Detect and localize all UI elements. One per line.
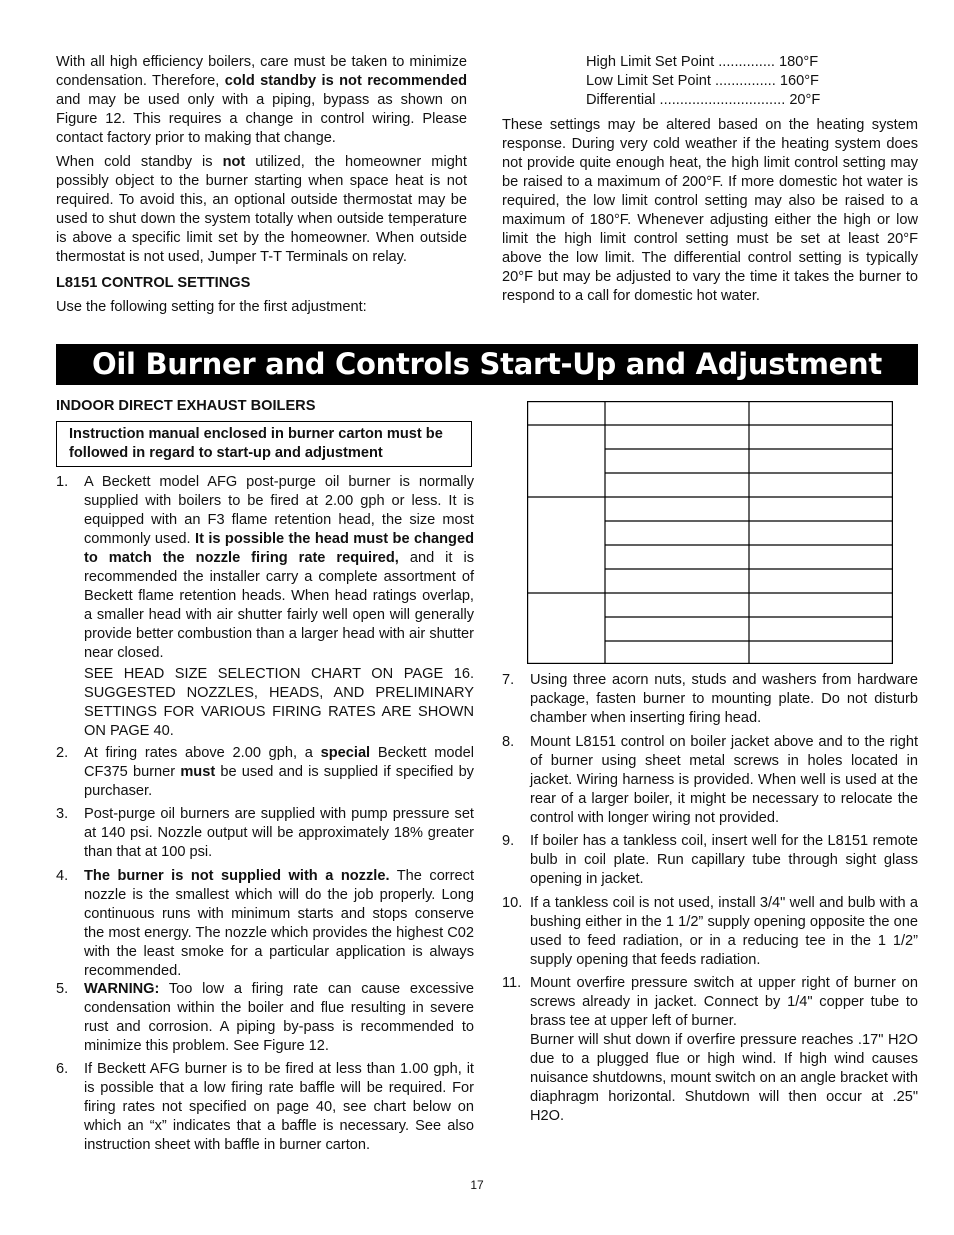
text-run: If Beckett AFG burner is to be fired at less than 1.00 gph, it is possible that a low firing rate baffle will be required. For firing rates not specified on page 40, see chart below on which an “x” indicates that a baffle is necessary. See also instruction sheet with baffle in burner carton. [84,1061,474,1153]
text-run: With all high efficiency boilers, care must be taken to minimize condensation. Therefore, [56,54,467,89]
setting-high-limit [586,53,836,72]
bold-run: It is possible the head must be changed to match the nozzle firing rate required, [84,531,474,566]
text-run: Beckett model CF375 burner [84,745,474,780]
setting-value: 160°F [779,73,819,89]
leader-dots: ............... [710,73,780,89]
top-left-column [56,53,467,317]
bold-run: WARNING: [84,981,160,997]
step-number: 10. [502,895,523,911]
step-number: 7. [502,672,515,688]
first-adjustment-text: Use the following setting for the first adjustment: [56,299,367,315]
baffle-chart-table [527,401,893,664]
text-run: Too low a firing rate can cause excessive condensation within the boiler and flue resulting in severe rust and corrosion. A piping by-pass is recommended to minimize this problem. See Figure 12. [84,981,474,1054]
text-run: and it is recommended the installer carry a complete assortment of Beckett flame retention heads. When head ratings overlap, a smaller head with air shutter fairly well open will generally provide better combustion than a larger head with air shutter near closed. [84,550,475,661]
table-border [528,402,893,664]
bold-run: special [320,745,371,761]
step-text [84,867,474,981]
step-text [84,473,474,741]
text-run: When cold standby is [56,154,223,170]
outside-thermostat-paragraph [56,153,467,267]
text-run: be used and is supplied if specified by purchaser. [84,764,474,799]
l8151-heading: L8151 CONTROL SETTINGS [56,275,251,291]
step-number: 4. [56,868,69,884]
page-number: 17 [470,1178,484,1192]
text-run: Using three acorn nuts, studs and washers from hardware package, fasten burner to mounting plate. Do not disturb chamber when inserting firing head. [530,672,918,726]
bold-run: cold standby is not recommended [224,73,467,89]
bold-run: not [222,154,246,170]
text-run: Post-purge oil burners are supplied with pump pressure set at 140 psi. Nozzle output will be approximately 18% greater than that at 100 psi. [84,806,474,860]
cold-standby-paragraph [56,53,467,148]
text-run: The correct nozzle is the smallest which will do the job properly. Long continuous runs with minimum starts and stops conserve the most energy. The nozzle which provides the highest C02 with the least smoke for a particular application is always recommended. [84,868,474,979]
step-text [84,980,474,1056]
overfire-shutdown-note: Burner will shut down if overfire pressure reaches .17" H2O due to a plugged flue or high wind. If high wind causes nuisance shutdowns, mount switch on an angle bracket with diaphragm horizontal. Shutdown will then occur at .25" H2O. [530,1032,918,1124]
step-text [84,805,474,862]
text-run: If boiler has a tankless coil, insert well for the L8151 remote bulb in coil plate. Run capillary tube through sight glass opening in jacket. [530,833,918,887]
setting-label: Differential [586,92,656,108]
text-run: and may be used only with a piping, bypass as shown on Figure 12. This requires a change in control wiring. Please contact factory prior to making that change. [56,92,467,146]
indoor-heading: INDOOR DIRECT EXHAUST BOILERS [56,398,316,414]
setting-label: High Limit Set Point [586,54,715,70]
step-number: 11. [502,975,522,991]
step-number: 9. [502,833,515,849]
text-run: utilized, the homeowner might possibly object to the burner starting when space heat is not required. To avoid this, an optional outside thermostat may be used to shut down the system totally when outside temperature is above a specific limit set by the homeowner. When outside thermostat is not used, Jumper T-T Terminals on relay. [56,154,467,265]
step-text [84,1060,474,1155]
setting-differential [586,91,836,110]
step-number: 6. [56,1061,69,1077]
step-1-reference: SEE HEAD SIZE SELECTION CHART ON PAGE 16. SUGGESTED NOZZLES, HEADS, AND PRELIMINARY SETTINGS FOR VARIOUS FIRING RATES ARE SHOWN ON PAGE 40. [84,666,474,739]
bold-run: The burner is not supplied with a nozzle. [84,868,390,884]
setting-label: Low Limit Set Point [586,73,711,89]
leader-dots: .............. [714,54,780,70]
step-text [530,733,918,828]
instruction-note-box: Instruction manual enclosed in burner carton must be followed in regard to start-up and adjustment [56,421,472,467]
step-text [530,832,918,889]
setting-value: 20°F [789,92,821,108]
settings-paragraph: These settings may be altered based on the heating system response. During very cold weather if the heating system does not provide quite enough heat, the high limit control setting may be raised to a maximum of 200°F. If more domestic hot water is required, the low limit control setting may also be raised to a maximum of 180°F. Whenever adjusting either the high or low limit the high limit control setting must be set at least 20°F above the low limit. The differential control setting is typically 20°F but may be adjusted to vary the time it takes the burner to respond to a call for domestic hot water. [502,117,918,304]
text-run: Mount overfire pressure switch at upper right of burner on screws already in jacket. Connect by 1/4" copper tube to brass tee at upper left of burner. [530,975,918,1029]
table-grid-lines [527,401,893,664]
step-text [84,744,474,801]
step-text [530,671,918,728]
text-run: If a tankless coil is not used, install 3/4" well and bulb with a bushing either in the 1 1/2” supply opening opposite the one used to feed radiation, or in a reducing tee in the 1 1/2” supply opening that feeds radiation. [530,895,918,968]
step-number: 8. [502,734,515,750]
text-run: A Beckett model AFG post-purge oil burner is normally supplied with boilers to be fired at 2.00 gph or less. It is equipped with an F3 flame retention head, the size most commonly used. [84,474,474,547]
section-banner: Oil Burner and Controls Start-Up and Adjustment [56,344,918,385]
setting-value: 180°F [779,54,819,70]
step-number: 2. [56,745,69,761]
step-number: 3. [56,806,69,822]
text-run: Mount L8151 control on boiler jacket above and to the right of burner using sheet metal screws in holes located in jacket. Wiring harness is provided. When well is used at the rear of a larger boiler, it might be necessary to relocate the control with longer wiring not provided. [530,734,918,826]
bold-run: must [180,764,216,780]
step-text [530,894,918,970]
setting-low-limit [586,72,836,91]
step-number: 5. [56,981,69,997]
text-run: At firing rates above 2.00 gph, a [84,745,321,761]
settings-paragraph-block [502,116,918,306]
step-text [530,974,918,1126]
leader-dots: ............................... [655,92,790,108]
step-number: 1. [56,474,69,490]
